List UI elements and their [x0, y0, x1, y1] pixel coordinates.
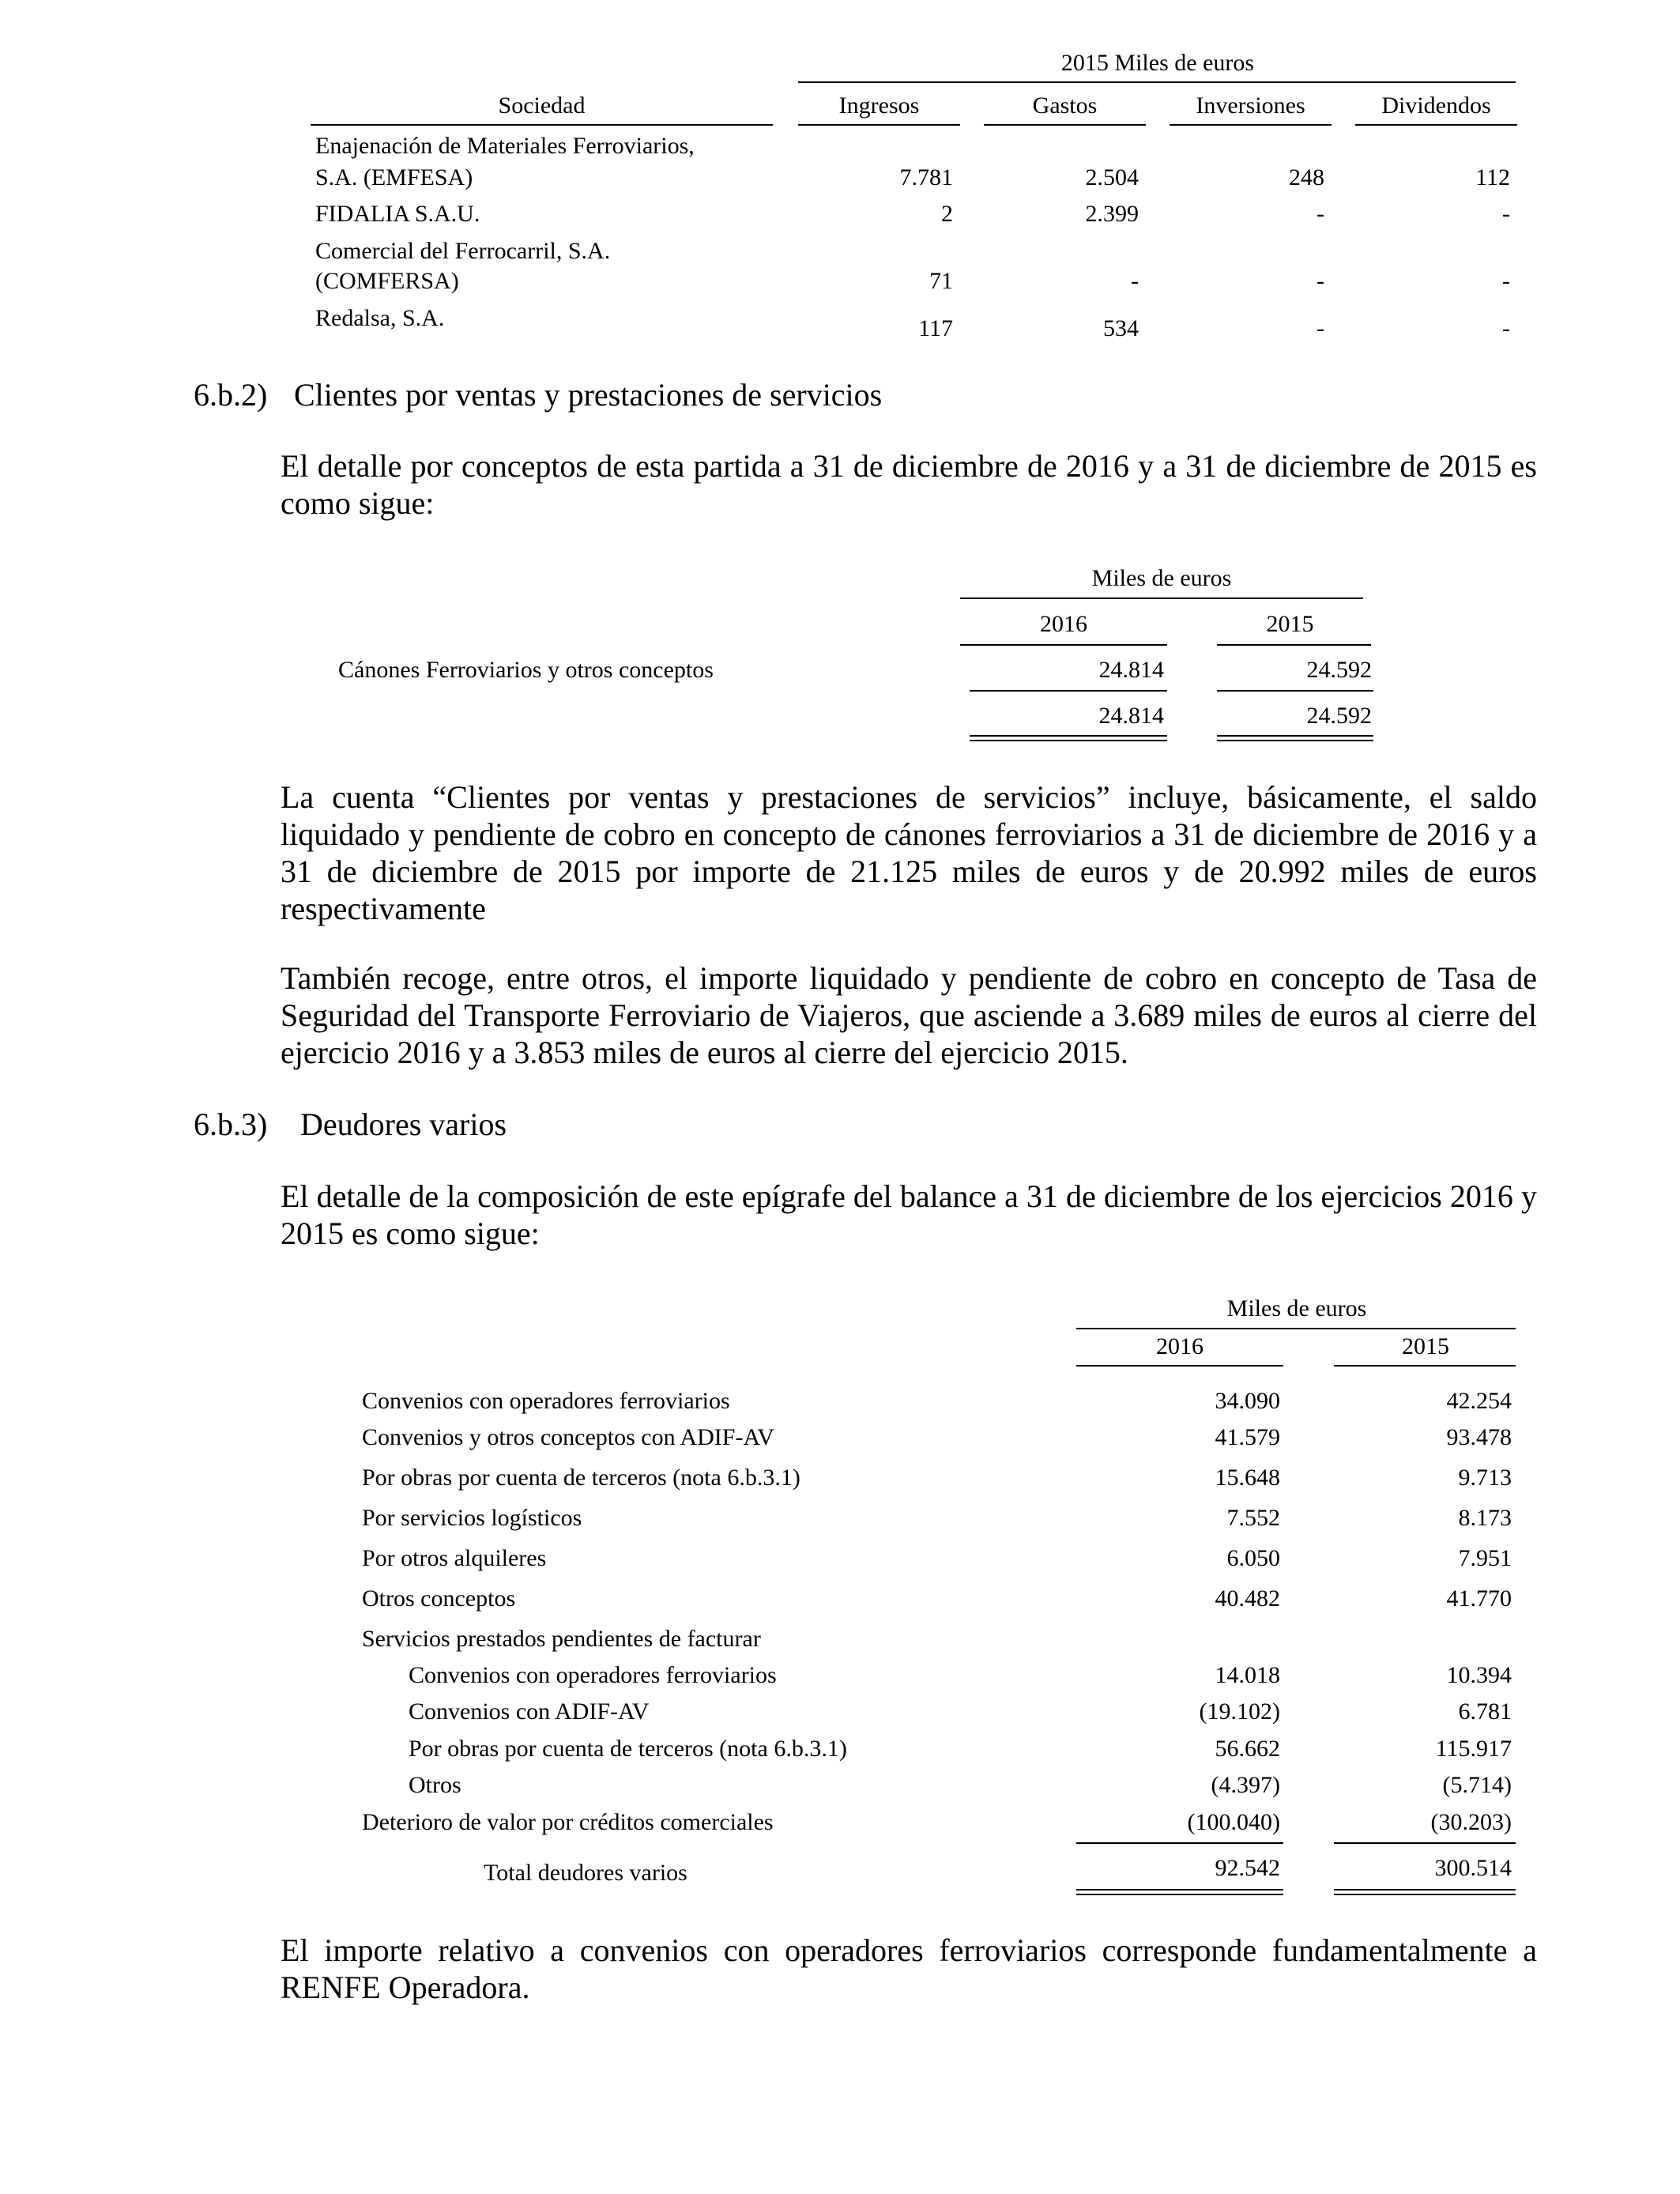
table3-row-label: Por obras por cuenta de terceros (nota 6.b.3.1) [362, 1465, 800, 1491]
table3-row-label: Convenios y otros conceptos con ADIF-AV [362, 1424, 774, 1450]
table2-header-rule [1217, 644, 1371, 646]
section-title: Deudores varios [300, 1106, 507, 1142]
table1-header-rule [984, 124, 1146, 126]
table2-col-2016: 2016 [1040, 611, 1087, 637]
table2-col-2015: 2015 [1266, 611, 1314, 637]
section-number: 6.b.2) [194, 377, 268, 413]
table1-header-gastos: Gastos [1032, 92, 1098, 119]
section-title: Clientes por ventas y prestaciones de servicios [294, 377, 883, 413]
paragraph-tasa-seguridad: También recoge, entre otros, el importe liquidado y pendiente de cobro en concepto de Tasa de Seguridad del Transporte Ferroviario de Viajeros, que asciende a 3.689 miles de euros al cierre del ejercicio 2016 y a 3.853 miles de euros al cierre del ejercicio 2015. [281, 960, 1537, 1070]
table2-row-2016: 24.814 [1098, 657, 1164, 683]
section-number: 6.b.3) [194, 1106, 268, 1142]
table3-row-2015: (30.203) [1430, 1809, 1512, 1835]
table3-row-2015: 7.951 [1458, 1545, 1512, 1571]
table1-cell-inversiones: - [1317, 201, 1324, 227]
table3-row-label: Convenios con operadores ferroviarios [409, 1662, 777, 1688]
table1-cell-ingresos: 117 [918, 315, 953, 341]
table1-cell-inversiones: - [1317, 268, 1324, 294]
table3-row-2016: 41.579 [1215, 1424, 1280, 1450]
table3-row-2015: 8.173 [1458, 1505, 1512, 1531]
section-intro-paragraph: El detalle de la composición de este epígrafe del balance a 31 de diciembre de los ejercicios 2016 y 2015 es como sigue: [281, 1178, 1537, 1251]
table3-row-label: Otros [409, 1772, 461, 1798]
table3-total-double-rule [1076, 1889, 1283, 1895]
table2-total-double-rule [970, 735, 1167, 741]
table3-row-2016: 6.050 [1226, 1545, 1280, 1571]
table1-cell-gastos: 2.399 [1085, 201, 1139, 227]
table3-row-2015: 6.781 [1458, 1698, 1512, 1725]
table3-row-2016: (4.397) [1211, 1772, 1280, 1798]
table1-caption-rule [798, 81, 1516, 83]
table1-cell-dividendos: 112 [1475, 164, 1510, 190]
table1-row-name: (COMFERSA) [315, 268, 459, 294]
table1-cell-dividendos: - [1502, 268, 1510, 294]
table3-caption: Miles de euros [1226, 1295, 1367, 1321]
table3-total-2016: 92.542 [1215, 1855, 1280, 1881]
table1-cell-inversiones: 248 [1289, 164, 1324, 190]
table3-col-2015: 2015 [1402, 1333, 1449, 1359]
table3-row-2015: 115.917 [1435, 1736, 1512, 1762]
table3-total-label: Total deudores varios [484, 1860, 687, 1886]
table2-row-label: Cánones Ferroviarios y otros conceptos [338, 657, 714, 683]
table3-row-label: Deterioro de valor por créditos comerciales [362, 1809, 774, 1835]
table1-header-sociedad: Sociedad [498, 92, 586, 119]
table3-row-2015: (5.714) [1442, 1772, 1512, 1798]
table3-header-rule [1076, 1365, 1283, 1367]
table2-row-2015: 24.592 [1306, 657, 1372, 683]
table3-row-2016: 15.648 [1215, 1465, 1280, 1491]
table2-caption: Miles de euros [1091, 565, 1232, 591]
table1-header-rule [1170, 124, 1332, 126]
table1-cell-ingresos: 2 [941, 201, 953, 227]
table2-subtotal-rule [1217, 690, 1373, 692]
table1-cell-inversiones: - [1317, 315, 1324, 341]
table1-cell-gastos: - [1131, 268, 1139, 294]
table3-row-2016: 40.482 [1215, 1585, 1280, 1612]
table3-subtotal-rule [1076, 1842, 1283, 1844]
table1-row-name: FIDALIA S.A.U. [315, 201, 480, 227]
table3-header-rule [1334, 1365, 1516, 1367]
paragraph-renfe: El importe relativo a convenios con operadores ferroviarios corresponde fundamentalmente a RENFE Operadora. [281, 1932, 1537, 2005]
table1-row-name: Redalsa, S.A. [315, 305, 445, 331]
table3-subtotal-rule [1334, 1842, 1516, 1844]
table2-total-2015: 24.592 [1306, 703, 1372, 729]
table1-caption: 2015 Miles de euros [1060, 50, 1255, 76]
table1-header-rule [1355, 124, 1517, 126]
table1-row-name: S.A. (EMFESA) [315, 164, 473, 190]
table3-total-double-rule [1334, 1889, 1516, 1895]
table3-total-2015: 300.514 [1434, 1855, 1512, 1881]
table2-subtotal-rule [970, 690, 1167, 692]
table3-row-2016: (19.102) [1199, 1698, 1280, 1725]
table2-caption-rule [960, 598, 1363, 599]
table1-header-dividendos: Dividendos [1381, 92, 1491, 119]
table3-row-label: Por otros alquileres [362, 1545, 547, 1571]
table3-row-2016: (100.040) [1187, 1809, 1280, 1835]
table3-group-label: Servicios prestados pendientes de facturar [362, 1626, 761, 1652]
table1-header-rule [311, 124, 773, 126]
table3-row-2016: 56.662 [1215, 1736, 1280, 1762]
table1-cell-dividendos: - [1502, 201, 1510, 227]
table3-row-label: Por obras por cuenta de terceros (nota 6.b.3.1) [409, 1736, 847, 1762]
table3-row-label: Convenios con operadores ferroviarios [362, 1388, 730, 1414]
table1-cell-gastos: 2.504 [1085, 164, 1139, 190]
table3-col-2016: 2016 [1156, 1333, 1203, 1359]
table3-row-label: Otros conceptos [362, 1585, 516, 1612]
table3-row-2015: 42.254 [1446, 1388, 1512, 1414]
table3-row-2015: 41.770 [1446, 1585, 1512, 1612]
table1-cell-ingresos: 7.781 [899, 164, 953, 190]
table1-row-name: Comercial del Ferrocarril, S.A. [315, 238, 611, 264]
table2-total-2016: 24.814 [1098, 703, 1164, 729]
table1-header-ingresos: Ingresos [838, 92, 920, 119]
table1-header-rule [798, 124, 960, 126]
table3-row-2016: 34.090 [1215, 1388, 1280, 1414]
table1-cell-dividendos: - [1502, 315, 1510, 341]
table3-caption-rule [1076, 1328, 1516, 1329]
paragraph-clientes: La cuenta “Clientes por ventas y prestaciones de servicios” incluye, básicamente, el saldo liquidado y pendiente de cobro en concepto de cánones ferroviarios a 31 de diciembre de 2016 y a 31 de diciembre de 2015 por importe de 21.125 miles de euros y de 20.992 miles de euros respectivamente [281, 779, 1537, 926]
table1-cell-ingresos: 71 [929, 268, 953, 294]
table3-row-2016: 14.018 [1215, 1662, 1280, 1688]
section-intro-paragraph: El detalle por conceptos de esta partida a 31 de diciembre de 2016 y a 31 de diciembre de 2015 es como sigue: [281, 448, 1537, 521]
table3-row-label: Por servicios logísticos [362, 1505, 582, 1531]
table3-row-2016: 7.552 [1226, 1505, 1280, 1531]
table3-row-label: Convenios con ADIF-AV [409, 1698, 650, 1725]
table2-total-double-rule [1217, 735, 1373, 741]
table1-cell-gastos: 534 [1103, 315, 1139, 341]
table3-row-2015: 93.478 [1446, 1424, 1512, 1450]
table2-header-rule [960, 644, 1167, 646]
table3-row-2015: 10.394 [1446, 1662, 1512, 1688]
table3-row-2015: 9.713 [1458, 1465, 1512, 1491]
table1-header-inversiones: Inversiones [1196, 92, 1305, 119]
table1-row-name: Enajenación de Materiales Ferroviarios, [315, 133, 695, 159]
